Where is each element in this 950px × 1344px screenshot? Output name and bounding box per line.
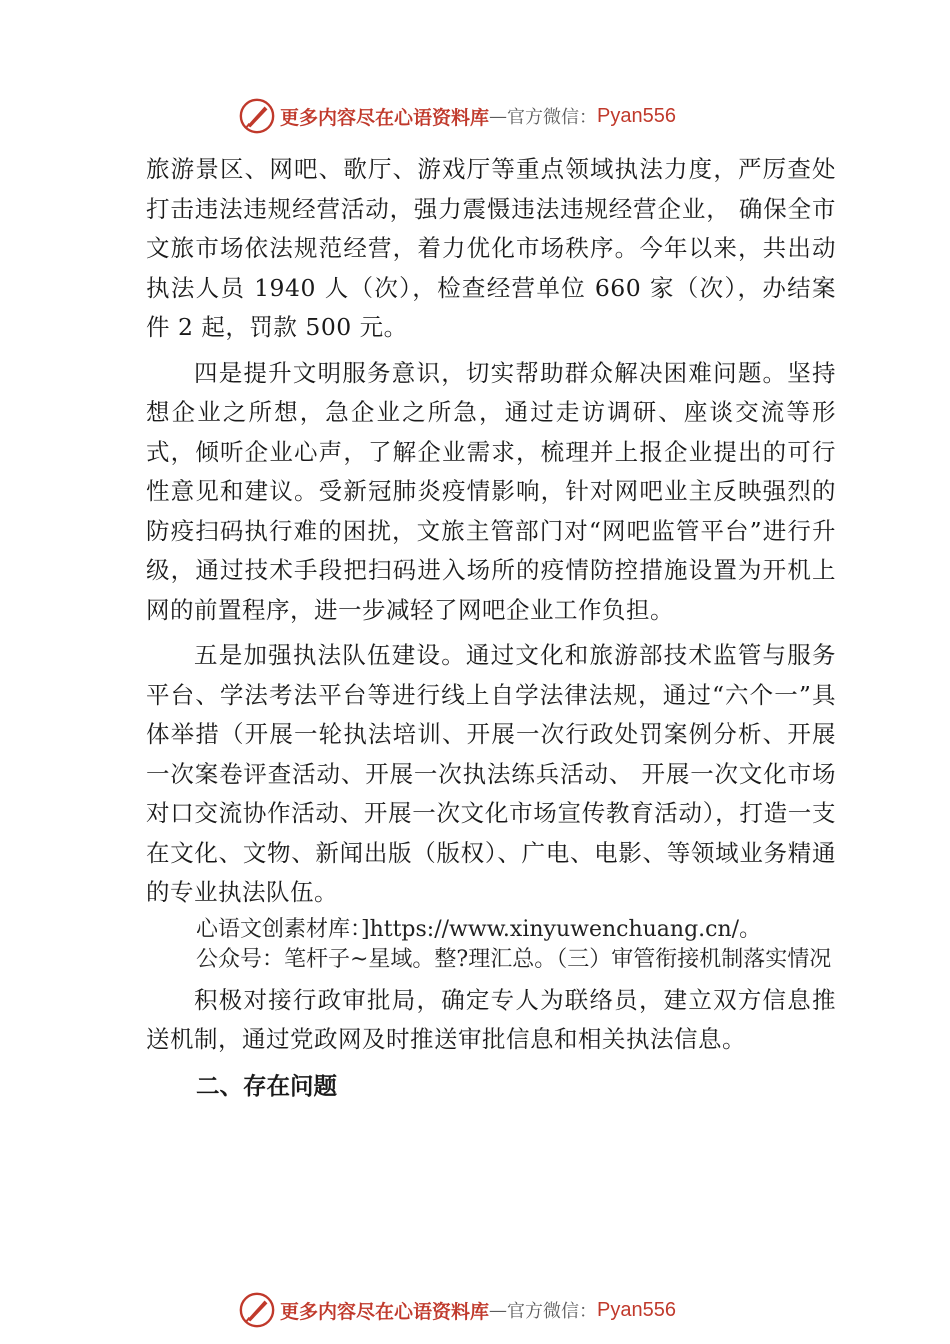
paragraph-1: 旅游景区、网吧、歌厅、游戏厅等重点领域执法力度，严厉查处打击违法违规经营活动，强力震慑违法违规经营企业， 确保全市文旅市场依法规范经营，着力优化市场秩序。今年以来，共出动执法人员 1940 人（次），检查经营单位 660 家（次），办结案件 2 起，罚款 500 元。 [146,155,836,341]
banner-wechat-label: 官方微信： [507,1301,598,1322]
paragraph-4: 积极对接行政审批局，确定专人为联络员，建立双方信息推送机制，通过党政网及时推送审批信息和相关执法信息。 [146,985,836,1053]
banner-title: 更多内容尽在心语资料库 [280,106,490,129]
header-banner [238,96,676,136]
banner-dash: — [489,1299,508,1321]
banner-dash: — [489,105,508,127]
banner-wechat-label: 官方微信： [507,107,598,128]
banner-title: 更多内容尽在心语资料库 [280,1300,490,1323]
source-line-1: 心语文创素材库：]https://www.xinyuwenchuang.cn/。 [196,916,762,942]
quill-pen-icon [238,1291,276,1329]
source-note [146,915,836,975]
banner-wechat-id: Pyan556 [597,104,676,127]
section-heading: 二、存在问题 [196,1071,337,1100]
banner-wechat-id: Pyan556 [597,1298,676,1321]
paragraph-2: 四是提升文明服务意识，切实帮助群众解决困难问题。坚持想企业之所想，急企业之所急，通过走访调研、座谈交流等形式，倾听企业心声，了解企业需求，梳理并上报企业提出的可行性意见和建议。受新冠肺炎疫情影响，针对网吧业主反映强烈的防疫扫码执行难的困扰，文旅主管部门对“网吧监管平台”进行升级，通过技术手段把扫码进入场所的疫情防控措施设置为开机上网的前置程序，进一步减轻了网吧企业工作负担。 [146,358,836,624]
document-body [146,150,836,1106]
source-line-2: 公众号：笔杆子~星域。整?理汇总。（三）审管衔接机制落实情况 [196,946,832,972]
footer-banner [238,1290,676,1330]
paragraph-3: 五是加强执法队伍建设。通过文化和旅游部技术监管与服务平台、学法考法平台等进行线上自学法律法规，通过“六个一”具体举措（开展一轮执法培训、开展一次行政处罚案例分析、开展一次案卷评查活动、开展一次执法练兵活动、 开展一次文化市场对口交流协作活动、开展一次文化市场宣传教育活动），打造一支在文化、文物、新闻出版（版权）、广电、电影、等领域业务精通的专业执法队伍。 [146,641,836,906]
quill-pen-icon [238,97,276,135]
